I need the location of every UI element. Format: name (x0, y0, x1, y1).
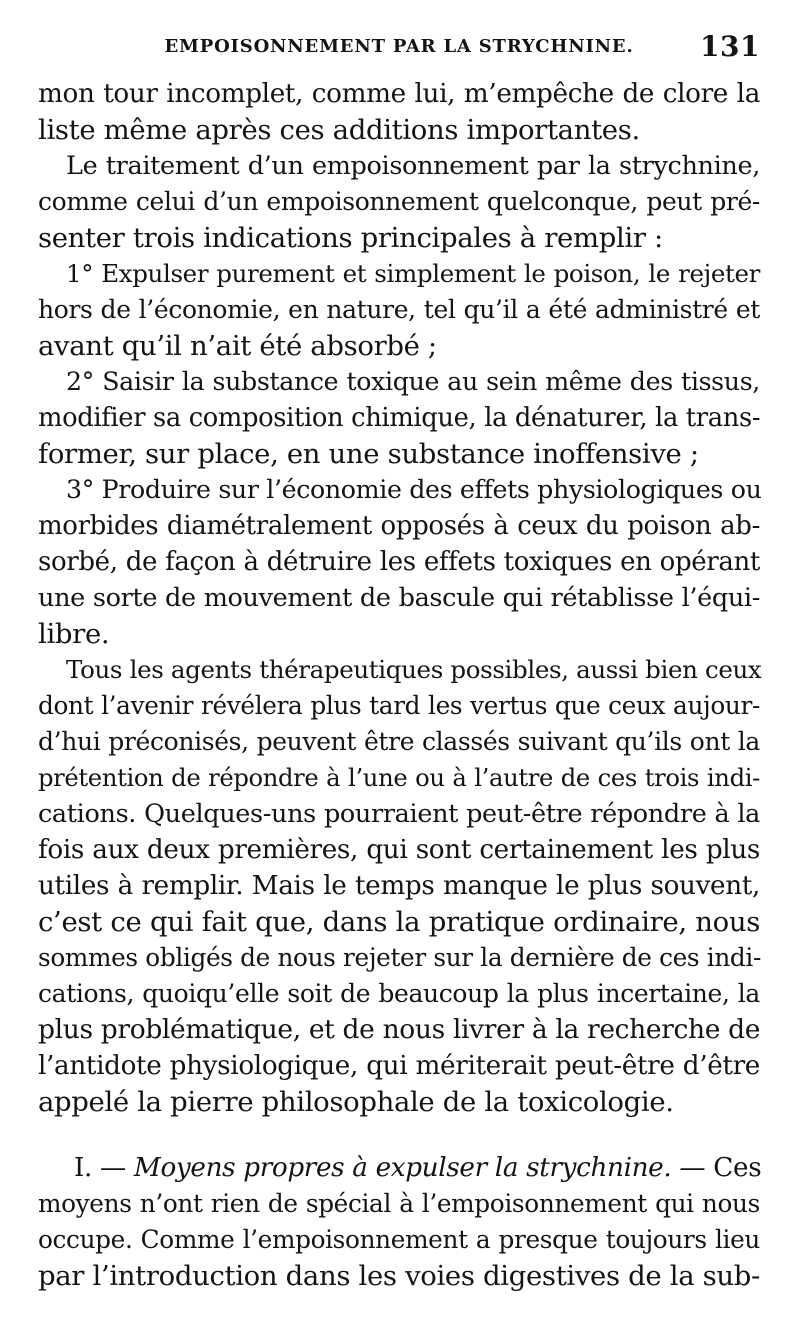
text-line: plus problématique, et de nous livrer à la recherche de (38, 1014, 761, 1045)
text-line: former, sur place, en une substance inoffensive ; (38, 438, 699, 470)
text-line: moyens n’ont rien de spécial à l’empoisonnement qui nous (38, 1189, 760, 1218)
section-dash: — (679, 1153, 706, 1183)
text-line: 1° Expulser purement et simplement le poison, le rejeter (66, 259, 760, 288)
running-head (38, 30, 760, 70)
text-line: fois aux deux premières, qui sont certainement les plus (38, 835, 760, 865)
text-line: libre. (38, 618, 110, 650)
text-line: modifier sa composition chimique, la dénaturer, la trans- (38, 403, 761, 433)
text-line: d’hui préconisés, peuvent être classés suivant qu’ils ont la (38, 727, 760, 756)
text-line: hors de l’économie, en nature, tel qu’il a été administré et (38, 295, 760, 324)
text-line: prétention de répondre à l’une ou à l’autre de ces trois indi- (38, 763, 760, 792)
text-line: sommes obligés de nous rejeter sur la dernière de ces indi- (38, 943, 761, 972)
text-line: cations. Quelques-uns pourraient peut-être répondre à la (38, 799, 760, 829)
text-line: sorbé, de façon à détruire les effets toxiques en opérant (38, 547, 760, 577)
text-line: morbides diamétralement opposés à ceux du poison ab- (38, 511, 760, 541)
text-line: 3° Produire sur l’économie des effets physiologiques ou (66, 475, 762, 504)
text-line: senter trois indications principales à remplir : (38, 222, 663, 254)
text-line: avant qu’il n’ait été absorbé ; (38, 330, 437, 362)
text-line: appelé la pierre philosophale de la toxicologie. (38, 1086, 674, 1118)
section-dash: — (100, 1153, 126, 1183)
section-number: I. (74, 1153, 93, 1183)
text-line: cations, quoiqu’elle soit de beaucoup la plus incertaine, la (38, 979, 760, 1008)
page-number: 131 (700, 30, 760, 63)
running-title: EMPOISONNEMENT PAR LA STRYCHNINE. (164, 36, 634, 57)
text-line: dont l’avenir révélera plus tard les vertus que ceux aujour- (38, 691, 760, 720)
text-line: comme celui d’un empoisonnement quelconque, peut pré- (38, 187, 760, 216)
section-heading-line (74, 1150, 760, 1186)
text-line: Tous les agents thérapeutiques possibles, aussi bien ceux (66, 655, 762, 684)
text-line: Le traitement d’un empoisonnement par la strychnine, (66, 151, 760, 181)
text-line: c’est ce qui fait que, dans la pratique ordinaire, nous (38, 906, 760, 938)
text-line: occupe. Comme l’empoisonnement a presque toujours lieu (38, 1225, 760, 1254)
text-line: utiles à remplir. Mais le temps manque le plus souvent, (38, 871, 760, 901)
section-first-word: Ces (713, 1153, 762, 1183)
text-line: une sorte de mouvement de bascule qui rétablisse l’équi- (38, 583, 760, 613)
text-line: mon tour incomplet, comme lui, m’empêche de clore la (38, 79, 760, 109)
text-line: 2° Saisir la substance toxique au sein même des tissus, (66, 367, 760, 396)
text-line: liste même après ces additions importantes. (38, 114, 640, 146)
text-line: par l’introduction dans les voies digestives de la sub- (38, 1260, 760, 1292)
text-line: l’antidote physiologique, qui mériterait peut-être d’être (38, 1051, 760, 1081)
section-title: Moyens propres à expulser la strychnine. (133, 1153, 672, 1183)
